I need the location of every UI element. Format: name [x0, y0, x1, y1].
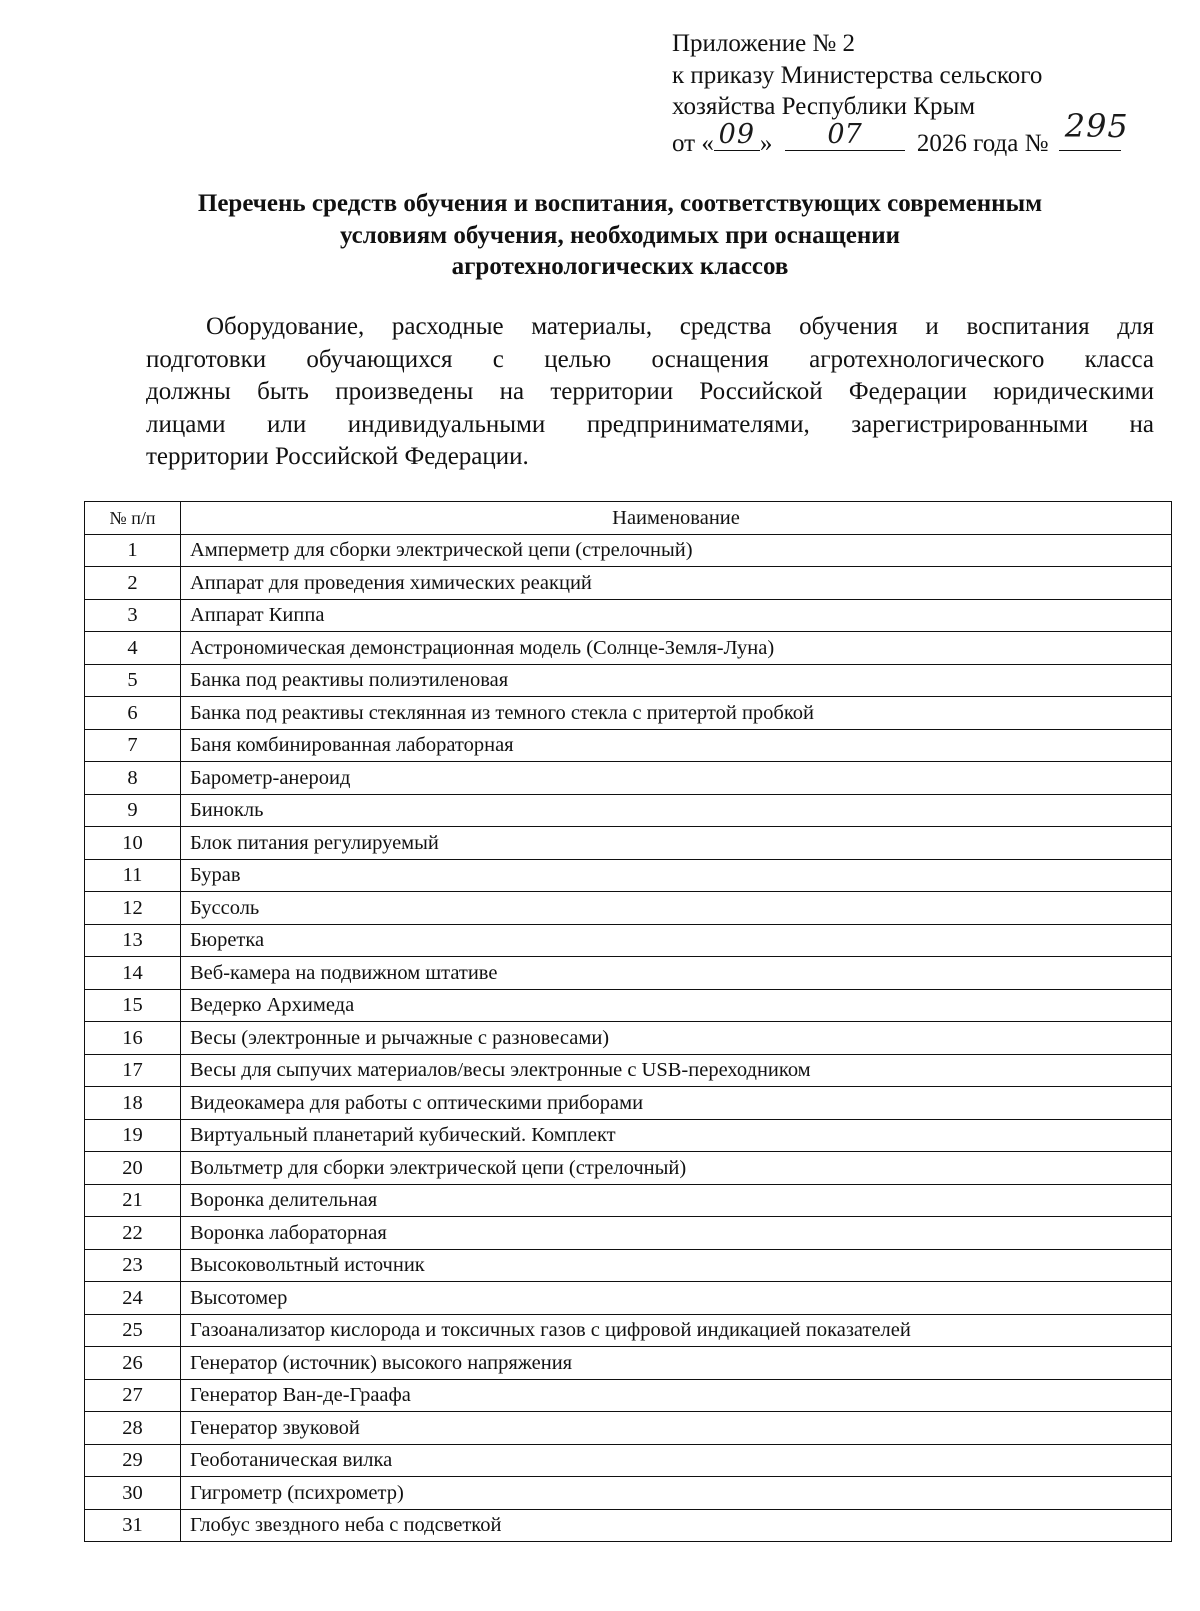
table-row — [85, 1347, 1172, 1380]
row-number: 25 — [85, 1314, 181, 1347]
table-row — [85, 957, 1172, 990]
paragraph-line-5: территории Российской Федерации. — [146, 443, 529, 470]
row-number: 24 — [85, 1282, 181, 1315]
row-number: 15 — [85, 989, 181, 1022]
row-item-name: Бюретка — [181, 924, 1172, 957]
row-item-name: Воронка делительная — [181, 1184, 1172, 1217]
row-item-name: Веб-камера на подвижном штативе — [181, 957, 1172, 990]
row-item-name: Генератор звуковой — [181, 1412, 1172, 1445]
row-item-name: Бурав — [181, 859, 1172, 892]
table-row — [85, 1509, 1172, 1542]
row-item-name: Буссоль — [181, 892, 1172, 925]
header-name: Наименование — [181, 502, 1172, 535]
row-number: 9 — [85, 794, 181, 827]
table-row — [85, 1412, 1172, 1445]
table-row — [85, 1054, 1172, 1087]
row-item-name: Баня комбинированная лабораторная — [181, 729, 1172, 762]
row-number: 19 — [85, 1119, 181, 1152]
table-row — [85, 632, 1172, 665]
row-item-name: Генератор (источник) высокого напряжения — [181, 1347, 1172, 1380]
row-item-name: Вольтметр для сборки электрической цепи (стрелочный) — [181, 1152, 1172, 1185]
row-number: 3 — [85, 599, 181, 632]
row-item-name: Видеокамера для работы с оптическими приборами — [181, 1087, 1172, 1120]
table-row — [85, 859, 1172, 892]
header-number: № п/п — [85, 502, 181, 535]
row-number: 22 — [85, 1217, 181, 1250]
row-item-name: Блок питания регулируемый — [181, 827, 1172, 860]
table-row — [85, 1444, 1172, 1477]
row-item-name: Генератор Ван-де-Граафа — [181, 1379, 1172, 1412]
table-row — [85, 989, 1172, 1022]
order-number-handwritten: 295 — [1064, 106, 1129, 145]
table-header-row — [85, 502, 1172, 535]
row-number: 14 — [85, 957, 181, 990]
document-title — [100, 188, 1140, 283]
row-item-name: Бинокль — [181, 794, 1172, 827]
row-item-name: Барометр-анероид — [181, 762, 1172, 795]
row-number: 8 — [85, 762, 181, 795]
row-number: 12 — [85, 892, 181, 925]
row-number: 28 — [85, 1412, 181, 1445]
table-row — [85, 1379, 1172, 1412]
row-number: 29 — [85, 1444, 181, 1477]
row-number: 2 — [85, 567, 181, 600]
row-number: 10 — [85, 827, 181, 860]
table-row — [85, 1249, 1172, 1282]
title-line-3: агротехнологических классов — [451, 253, 789, 280]
appendix-header — [672, 28, 1172, 159]
row-item-name: Аппарат Киппа — [181, 599, 1172, 632]
row-number: 21 — [85, 1184, 181, 1217]
date-day-handwritten: 09 — [718, 118, 756, 150]
table-row — [85, 762, 1172, 795]
paragraph-line-2: подготовки обучающихся с целью оснащения агротехнологического класса — [146, 345, 1154, 373]
table-row — [85, 697, 1172, 730]
table-row — [85, 794, 1172, 827]
intro-paragraph — [146, 311, 1154, 474]
row-number: 11 — [85, 859, 181, 892]
row-item-name: Виртуальный планетарий кубический. Комплект — [181, 1119, 1172, 1152]
title-line-1: Перечень средств обучения и воспитания, соответствующих современным — [197, 190, 1043, 217]
table-row — [85, 892, 1172, 925]
row-item-name: Весы (электронные и рычажные с разновесами) — [181, 1022, 1172, 1055]
row-number: 31 — [85, 1509, 181, 1542]
date-year: 2026 года № — [916, 129, 1049, 157]
paragraph-line-4: лицами или индивидуальными предпринимателями, зарегистрированными на — [146, 410, 1154, 438]
row-number: 16 — [85, 1022, 181, 1055]
row-number: 7 — [85, 729, 181, 762]
row-number: 4 — [85, 632, 181, 665]
row-item-name: Гигрометр (психрометр) — [181, 1477, 1172, 1510]
row-item-name: Геоботаническая вилка — [181, 1444, 1172, 1477]
row-number: 5 — [85, 664, 181, 697]
paragraph-line-3: должны быть произведены на территории Российской Федерации юридическими — [146, 378, 1154, 405]
table-row — [85, 924, 1172, 957]
table-row — [85, 1217, 1172, 1250]
row-number: 1 — [85, 534, 181, 567]
row-number: 26 — [85, 1347, 181, 1380]
order-number-field — [1059, 106, 1129, 151]
equipment-table — [84, 501, 1172, 1542]
title-line-2: условиям обучения, необходимых при оснащении — [339, 221, 901, 249]
row-item-name: Высоковольтный источник — [181, 1249, 1172, 1282]
row-number: 18 — [85, 1087, 181, 1120]
row-item-name: Весы для сыпучих материалов/весы электронные с USB-переходником — [181, 1054, 1172, 1087]
table-row — [85, 1282, 1172, 1315]
row-item-name: Воронка лабораторная — [181, 1217, 1172, 1250]
row-number: 27 — [85, 1379, 181, 1412]
date-mid: » — [759, 129, 773, 157]
row-number: 23 — [85, 1249, 181, 1282]
date-prefix: от « — [672, 129, 714, 157]
table-row — [85, 567, 1172, 600]
table-row — [85, 1087, 1172, 1120]
table-row — [85, 827, 1172, 860]
row-item-name: Высотомер — [181, 1282, 1172, 1315]
row-number: 17 — [85, 1054, 181, 1087]
row-item-name: Амперметр для сборки электрической цепи (стрелочный) — [181, 534, 1172, 567]
appendix-line-3: хозяйства Республики Крым — [672, 93, 976, 120]
row-item-name: Ведерко Архимеда — [181, 989, 1172, 1022]
row-number: 20 — [85, 1152, 181, 1185]
date-day-field — [714, 118, 760, 151]
table-row — [85, 1119, 1172, 1152]
row-item-name: Аппарат для проведения химических реакций — [181, 567, 1172, 600]
row-item-name: Банка под реактивы полиэтиленовая — [181, 664, 1172, 697]
row-item-name: Глобус звездного неба с подсветкой — [181, 1509, 1172, 1542]
row-item-name: Астрономическая демонстрационная модель (Солнце-Земля-Луна) — [181, 632, 1172, 665]
paragraph-line-1: Оборудование, расходные материалы, средства обучения и воспитания для — [206, 313, 1154, 340]
row-number: 30 — [85, 1477, 181, 1510]
table-row — [85, 664, 1172, 697]
table-row — [85, 1477, 1172, 1510]
table-row — [85, 1022, 1172, 1055]
row-number: 6 — [85, 697, 181, 730]
table-row — [85, 1184, 1172, 1217]
table-row — [85, 1152, 1172, 1185]
row-item-name: Газоанализатор кислорода и токсичных газов с цифровой индикацией показателей — [181, 1314, 1172, 1347]
date-month-field — [785, 118, 905, 151]
table-row — [85, 534, 1172, 567]
row-number: 13 — [85, 924, 181, 957]
table-row — [85, 1314, 1172, 1347]
date-month-handwritten: 07 — [827, 118, 862, 150]
appendix-line-2: к приказу Министерства сельского — [672, 61, 1043, 89]
appendix-line-1: Приложение № 2 — [672, 30, 856, 57]
table-row — [85, 599, 1172, 632]
row-item-name: Банка под реактивы стеклянная из темного стекла с притертой пробкой — [181, 697, 1172, 730]
table-row — [85, 729, 1172, 762]
